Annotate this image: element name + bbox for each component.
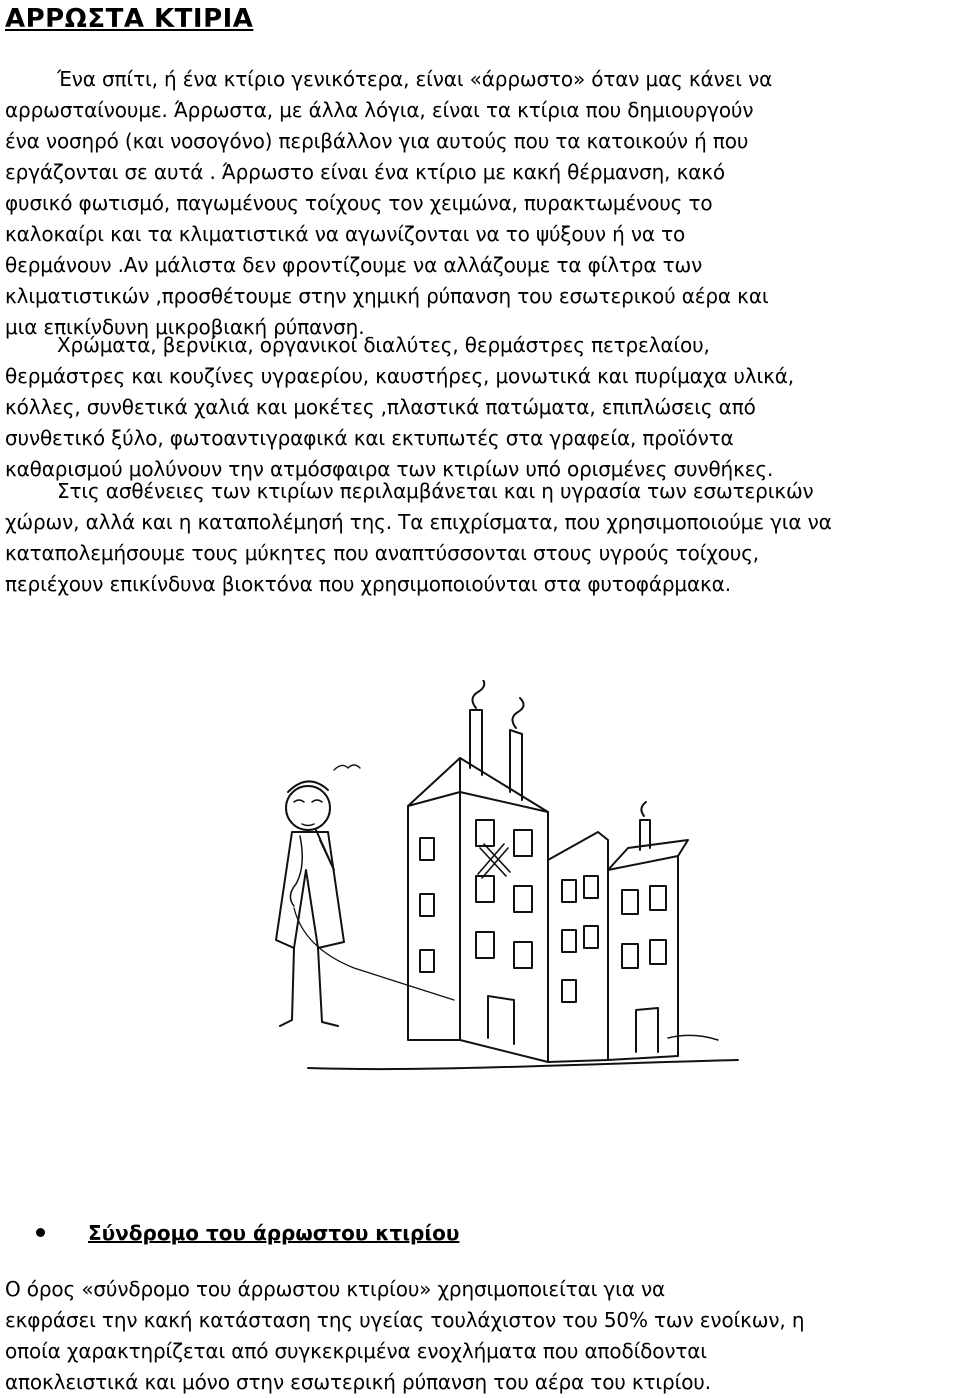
intro-paragraph [5,64,960,343]
text-line: αποκλειστικά και μόνο στην εσωτερική ρύπανση του αέρα του κτιρίου. [5,1370,711,1394]
text-line: οποία χαρακτηρίζεται από συγκεκριμένα ενοχλήματα που αποδίδονται [5,1339,707,1363]
text-line: καταπολεμήσουμε τους μύκητες που αναπτύσσονται στους υγρούς τοίχους, [5,541,759,565]
bullet-icon [36,1228,45,1237]
text-line: καλοκαίρι και τα κλιματιστικά να αγωνίζονται να το ψύξουν ή να το [5,222,686,246]
text-line: εκφράσει την κακή κατάσταση της υγείας τουλάχιστον του 50% των ενοίκων, η [5,1308,805,1332]
text-line: συνθετικό ξύλο, φωτοαντιγραφικά και εκτυπωτές στα γραφεία, προϊόντα [5,426,734,450]
humidity-paragraph [5,476,960,600]
text-line: αρρωσταίνουμε. Άρρωστα, με άλλα λόγια, είναι τα κτίρια που δημιουργούν [5,98,754,122]
text-line: θερμάνουν .Αν μάλιστα δεν φροντίζουμε να αλλάζουμε τα φίλτρα των [5,253,703,277]
page-title: ΑΡΡΩΣΤΑ ΚΤΙΡΙΑ [5,4,254,34]
text-line: κόλλες, συνθετικά χαλιά και μοκέτες ,πλαστικά πατώματα, επιπλώσεις από [5,395,756,419]
materials-paragraph [5,330,960,485]
text-line: φυσικό φωτισμό, παγωμένους τοίχους τον χειμώνα, πυρακτωμένους το [5,191,713,215]
text-line: μια επικίνδυνη μικροβιακή ρύπανση. [5,315,365,339]
middle-building [548,832,608,1062]
sick-building-cartoon [248,680,758,1080]
text-line: περιέχουν επικίνδυνα βιοκτόνα που χρησιμοποιούνται στα φυτοφάρμακα. [5,572,731,596]
text-line: καθαρισμού μολύνουν την ατμόσφαιρα των κτιρίων υπό ορισμένες συνθήκες. [5,457,774,481]
right-building [608,802,688,1060]
text-line: Ο όρος «σύνδρομο του άρρωστου κτιρίου» χρησιμοποιείται για να [5,1277,666,1301]
text-line: χώρων, αλλά και η καταπολέμησή της. Τα επιχρίσματα, που χρησιμοποιούμε για να [5,510,832,534]
text-line: Στις ασθένειες των κτιρίων περιλαμβάνεται και η υγρασία των εσωτερικών [57,479,814,503]
text-line: κλιματιστικών ,προσθέτουμε στην χημική ρύπανση του εσωτερικού αέρα και [5,284,769,308]
text-line: εργάζονται σε αυτά . Άρρωστο είναι ένα κτίριο με κακή θέρμανση, κακό [5,160,725,184]
syndrome-paragraph [5,1274,960,1398]
text-line: Χρώματα, βερνίκια, οργανικοί διαλύτες, θερμάστρες πετρελαίου, [57,333,710,357]
tall-building [408,680,548,1062]
text-line: θερμάστρες και κουζίνες υγραερίου, καυστήρες, μονωτικά και πυρίμαχα υλικά, [5,364,794,388]
text-line: Ένα σπίτι, ή ένα κτίριο γενικότερα, είναι «άρρωστο» όταν μας κάνει να [57,67,773,91]
doctor-figure [276,765,454,1026]
text-line: ένα νοσηρό (και νοσογόνο) περιβάλλον για αυτούς που τα κατοικούν ή που [5,129,749,153]
section-heading: Σύνδρομο του άρρωστου κτιρίου [88,1221,460,1245]
